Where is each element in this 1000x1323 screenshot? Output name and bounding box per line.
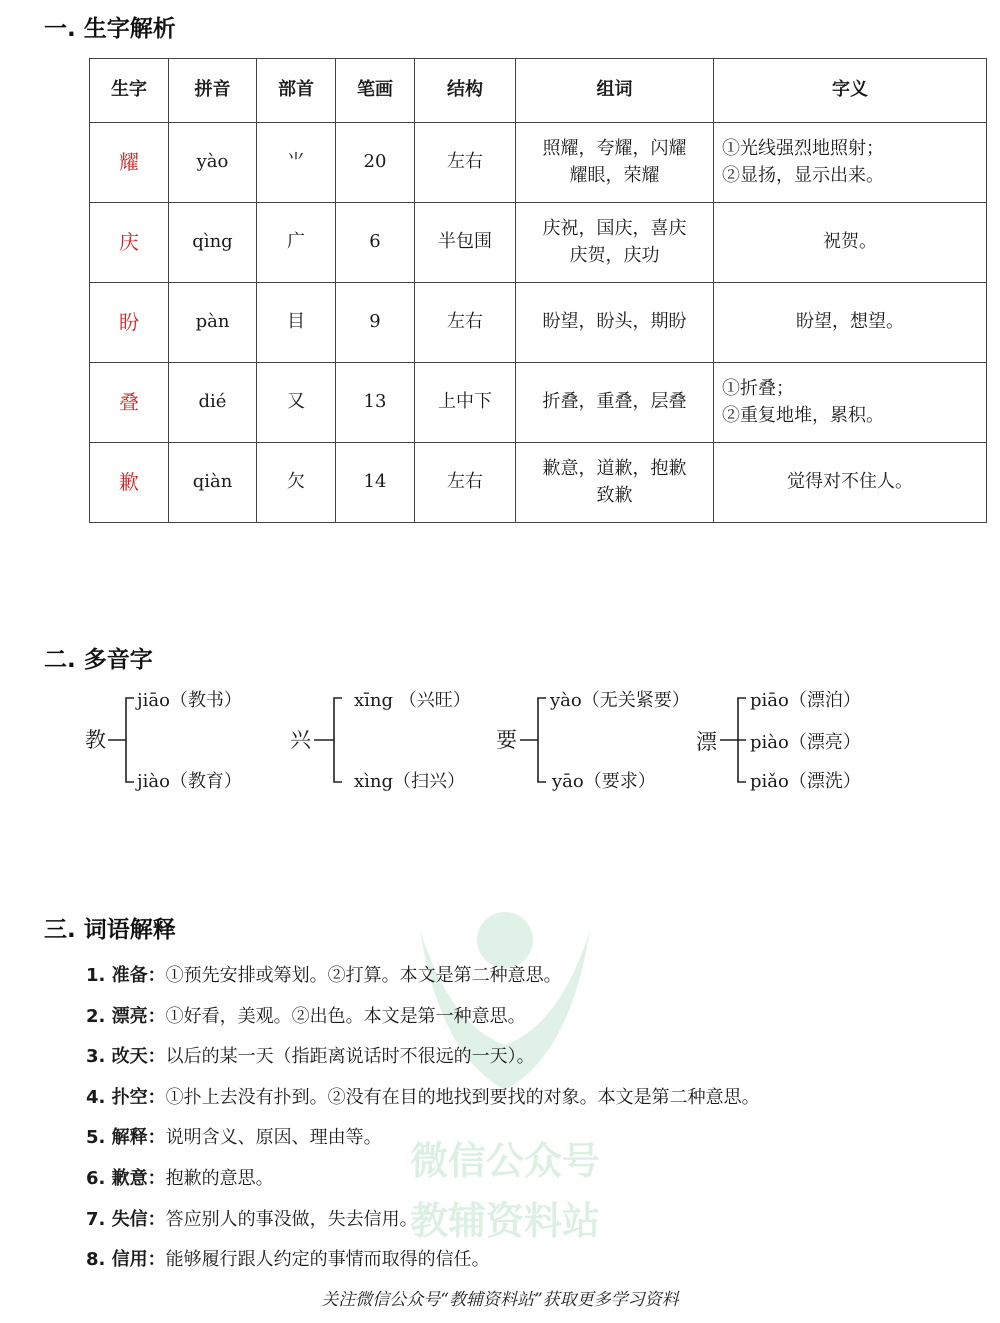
vocab-term: 2. 漂亮： bbox=[86, 1005, 166, 1027]
words-cell bbox=[516, 123, 714, 203]
meaning-line: ①折叠； bbox=[722, 378, 794, 400]
polyphone-char: 兴 bbox=[290, 728, 311, 752]
header-pinyin: 拼音 bbox=[169, 59, 257, 123]
list-item bbox=[86, 1120, 760, 1161]
table-row bbox=[90, 363, 987, 443]
polyphone-reading: yāo（要求） bbox=[552, 771, 656, 792]
meaning-line: ①光线强烈地照射； bbox=[722, 138, 884, 160]
header-strokes: 笔画 bbox=[336, 59, 415, 123]
polyphone-reading: xīng （兴旺） bbox=[354, 690, 471, 711]
polyphone-reading: piǎo（漂洗） bbox=[750, 771, 861, 792]
words-line: 折叠，重叠，层叠 bbox=[542, 391, 687, 413]
vocab-term: 4. 扑空： bbox=[86, 1086, 166, 1108]
words-line: 歉意，道歉，抱歉 bbox=[542, 458, 687, 480]
strokes-cell: 20 bbox=[336, 123, 415, 203]
radical-cell: 又 bbox=[257, 363, 336, 443]
vocab-definition: ①扑上去没有扑到。②没有在目的地找到要找的对象。本文是第二种意思。 bbox=[165, 1086, 760, 1108]
new-character: 庆 bbox=[90, 203, 169, 283]
meaning-line: ②显扬，显示出来。 bbox=[722, 164, 884, 186]
table-row bbox=[90, 283, 987, 363]
words-cell bbox=[516, 363, 714, 443]
pinyin-cell: pàn bbox=[169, 283, 257, 363]
polyphone-reading: yào（无关紧要） bbox=[550, 690, 690, 711]
radical-cell: 欠 bbox=[257, 443, 336, 523]
section-title-vocabulary: 三. 词语解释 bbox=[44, 917, 176, 943]
header-meaning: 字义 bbox=[714, 59, 987, 123]
meaning-cell bbox=[714, 283, 987, 363]
meaning-line: 盼望，想望。 bbox=[796, 311, 904, 333]
section-title-characters: 一. 生字解析 bbox=[44, 16, 176, 42]
vocab-term: 1. 准备： bbox=[86, 965, 166, 986]
structure-cell: 左右 bbox=[415, 283, 516, 363]
radical-cell: 广 bbox=[257, 203, 336, 283]
pinyin-cell: dié bbox=[169, 363, 257, 443]
meaning-line: 觉得对不住人。 bbox=[787, 471, 913, 493]
header-words: 组词 bbox=[516, 59, 714, 123]
pinyin-cell: qiàn bbox=[169, 443, 257, 523]
polyphone-char: 教 bbox=[85, 728, 106, 752]
meaning-line: ②重复地堆，累积。 bbox=[722, 404, 884, 426]
table-row bbox=[90, 123, 987, 203]
new-character: 盼 bbox=[90, 283, 169, 363]
brace-icon bbox=[314, 690, 344, 790]
watermark-line-1: 微信公众号 bbox=[409, 1139, 600, 1183]
vocab-definition: 以后的某一天（指距离说话时不很远的一天）。 bbox=[165, 1046, 535, 1068]
new-character: 耀 bbox=[90, 123, 169, 203]
words-line: 照耀，夸耀，闪耀 bbox=[542, 138, 687, 160]
table-row bbox=[90, 203, 987, 283]
strokes-cell: 6 bbox=[336, 203, 415, 283]
words-line: 庆贺，庆功 bbox=[569, 244, 660, 266]
header-structure: 结构 bbox=[415, 59, 516, 123]
radical-cell: 目 bbox=[257, 283, 336, 363]
polyphone-reading: piāo（漂泊） bbox=[750, 690, 861, 711]
polyphone-char: 要 bbox=[496, 728, 517, 752]
words-cell bbox=[516, 443, 714, 523]
section-title-polyphones: 二. 多音字 bbox=[44, 647, 153, 673]
words-cell bbox=[516, 203, 714, 283]
brace-icon bbox=[520, 690, 548, 790]
words-cell bbox=[516, 283, 714, 363]
words-line: 盼望，盼头，期盼 bbox=[542, 311, 687, 333]
vocab-definition: 能够履行跟人约定的事情而取得的信任。 bbox=[165, 1249, 490, 1271]
words-line: 致歉 bbox=[596, 484, 633, 506]
words-line: 庆祝，国庆，喜庆 bbox=[542, 218, 687, 240]
list-item bbox=[86, 999, 760, 1040]
meaning-line: 祝贺。 bbox=[823, 231, 877, 253]
structure-cell: 上中下 bbox=[415, 363, 516, 443]
pinyin-cell: qìng bbox=[169, 203, 257, 283]
footer-note: 关注微信公众号“教辅资料站”获取更多学习资料 bbox=[321, 1290, 679, 1310]
list-item bbox=[86, 1080, 760, 1121]
vocab-term: 5. 解释： bbox=[86, 1127, 166, 1149]
table-header-row bbox=[90, 59, 987, 123]
header-char: 生字 bbox=[90, 59, 169, 123]
character-analysis-table bbox=[89, 58, 987, 523]
vocab-term: 3. 改天： bbox=[86, 1046, 166, 1068]
strokes-cell: 9 bbox=[336, 283, 415, 363]
list-item bbox=[86, 1039, 760, 1080]
header-radical: 部首 bbox=[257, 59, 336, 123]
words-line: 耀眼，荣耀 bbox=[569, 164, 660, 186]
polyphone-reading: piào（漂亮） bbox=[750, 732, 861, 753]
brace-icon bbox=[108, 690, 136, 790]
list-item bbox=[86, 1242, 760, 1283]
table-row bbox=[90, 443, 987, 523]
new-character: 叠 bbox=[90, 363, 169, 443]
meaning-cell bbox=[714, 123, 987, 203]
structure-cell: 左右 bbox=[415, 443, 516, 523]
vocab-term: 8. 信用： bbox=[86, 1249, 166, 1271]
polyphone-reading: jiào（教育） bbox=[137, 771, 242, 792]
new-character: 歉 bbox=[90, 443, 169, 523]
watermark-line-2: 教辅资料站 bbox=[409, 1199, 600, 1243]
meaning-cell bbox=[714, 363, 987, 443]
polyphone-reading: xìng（扫兴） bbox=[354, 771, 466, 792]
brace-icon bbox=[720, 690, 748, 790]
polyphone-char: 漂 bbox=[696, 730, 717, 754]
radical-cell: ⺌ bbox=[257, 123, 336, 203]
vocab-definition: ①好看，美观。②出色。本文是第一种意思。 bbox=[165, 1005, 526, 1027]
list-item bbox=[86, 1161, 760, 1202]
meaning-cell bbox=[714, 443, 987, 523]
vocab-term: 7. 失信： bbox=[86, 1208, 166, 1230]
strokes-cell: 14 bbox=[336, 443, 415, 523]
pinyin-cell: yào bbox=[169, 123, 257, 203]
vocab-definition: ①预先安排或筹划。②打算。本文是第二种意思。 bbox=[165, 965, 562, 986]
vocab-definition: 说明含义、原因、理由等。 bbox=[165, 1127, 382, 1149]
structure-cell: 左右 bbox=[415, 123, 516, 203]
list-item bbox=[86, 1202, 760, 1243]
structure-cell: 半包围 bbox=[415, 203, 516, 283]
list-item bbox=[86, 958, 760, 999]
vocab-term: 6. 歉意： bbox=[86, 1167, 166, 1189]
meaning-cell bbox=[714, 203, 987, 283]
vocab-definition: 答应别人的事没做，失去信用。 bbox=[165, 1208, 418, 1230]
polyphone-reading: jiāo（教书） bbox=[137, 690, 242, 711]
vocab-definition: 抱歉的意思。 bbox=[165, 1167, 274, 1189]
strokes-cell: 13 bbox=[336, 363, 415, 443]
vocabulary-list bbox=[86, 958, 760, 1283]
